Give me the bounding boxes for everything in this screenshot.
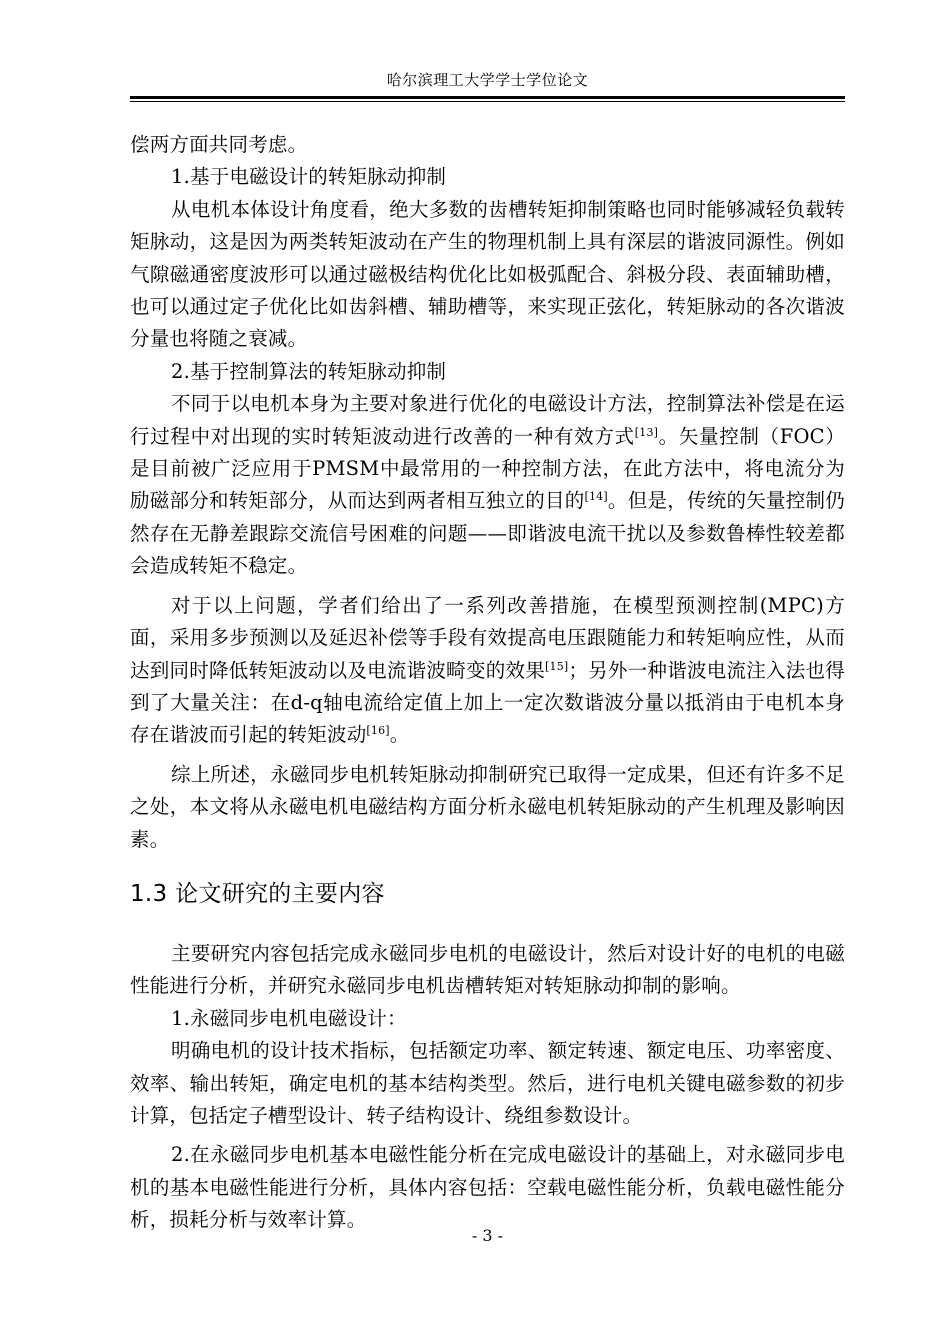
paragraph-control-algorithm xyxy=(130,388,845,582)
paragraph-em-design: 从电机本体设计角度看，绝大多数的齿槽转矩抑制策略也同时能够减轻负载转矩脉动，这是因为两类转矩波动在产生的物理机制上具有深层的谐波同源性。例如气隙磁通密度波形可以通过磁极结构优化比如极弧配合、斜极分段、表面辅助槽，也可以通过定子优化比如齿斜槽、辅助槽等，来实现正弦化，转矩脉动的各次谐波分量也将随之衰减。 xyxy=(130,197,845,351)
header-rule-thick xyxy=(130,96,845,99)
subheading-em-design: 1.基于电磁设计的转矩脉动抑制 xyxy=(171,165,447,189)
paragraph-improvements xyxy=(130,590,845,752)
paragraph-text: 。但是，传统的矢量控制仍然存在无静差跟踪交流信号困难的问题——即谐波电流干扰以及参数鲁棒性较差都会造成转矩不稳定。 xyxy=(130,489,845,578)
paragraph-text: 。矢量控制（FOC）是目前被广泛应用于PMSM中最常用的一种控制方法，在此方法中，将电流分为励磁部分和转矩部分，从而达到两者相互独立的目的 xyxy=(130,424,845,513)
section-heading: 1.3 论文研究的主要内容 xyxy=(130,880,385,907)
citation-16: [16] xyxy=(366,724,390,738)
paragraph-text: 不同于以电机本身为主要对象进行优化的电磁设计方法，控制算法补偿是在运行过程中对出现的实时转矩波动进行改善的一种有效方式 xyxy=(130,392,845,448)
page-number: - 3 - xyxy=(471,1226,504,1245)
paragraph-text: ；另外一种谐波电流注入法也得到了大量关注：在d-q轴电流给定值上加上一定次数谐波分量以抵消由于电机本身存在谐波而引起的转矩波动 xyxy=(130,658,845,747)
paragraph-performance-analysis: 2.在永磁同步电机基本电磁性能分析在完成电磁设计的基础上，对永磁同步电机的基本电磁性能进行分析，具体内容包括：空载电磁性能分析，负载电磁性能分析，损耗分析与效率计算。 xyxy=(130,1143,845,1232)
paragraph-text: 对于以上问题，学者们给出了一系列改善措施，在模型预测控制(MPC)方面，采用多步预测以及延迟补偿等手段有效提高电压跟随能力和转矩响应性，从而达到同时降低转矩波动以及电流谐波畸变的效果 xyxy=(130,593,845,682)
citation-15: [15] xyxy=(545,659,569,673)
citation-14: [14] xyxy=(584,490,608,504)
paragraph-summary: 综上所述，永磁同步电机转矩脉动抑制研究已取得一定成果，但还有许多不足之处，本文将从永磁电机电磁结构方面分析永磁电机转矩脉动的产生机理及影响因素。 xyxy=(130,762,845,851)
paragraph-design-specs: 明确电机的设计技术指标，包括额定功率、额定转速、额定电压、功率密度、效率、输出转矩，确定电机的基本结构类型。然后，进行电机关键电磁参数的初步计算，包括定子槽型设计、转子结构设计、绕组参数设计。 xyxy=(130,1039,845,1127)
paragraph-text: 。 xyxy=(389,723,410,747)
header-rule-thin xyxy=(130,101,845,102)
paragraph-main-content: 主要研究内容包括完成永磁同步电机的电磁设计，然后对设计好的电机的电磁性能进行分析，并研究永磁同步电机齿槽转矩对转矩脉动抑制的影响。 xyxy=(130,941,845,998)
subheading-pmsm-design: 1.永磁同步电机电磁设计： xyxy=(171,1006,407,1030)
paragraph-continuation: 偿两方面共同考虑。 xyxy=(130,133,308,156)
body-text xyxy=(130,129,845,1237)
running-header: 哈尔滨理工大学学士学位论文 xyxy=(386,71,589,89)
subheading-control-algorithm: 2.基于控制算法的转矩脉动抑制 xyxy=(171,359,447,383)
citation-13: [13] xyxy=(634,425,659,439)
